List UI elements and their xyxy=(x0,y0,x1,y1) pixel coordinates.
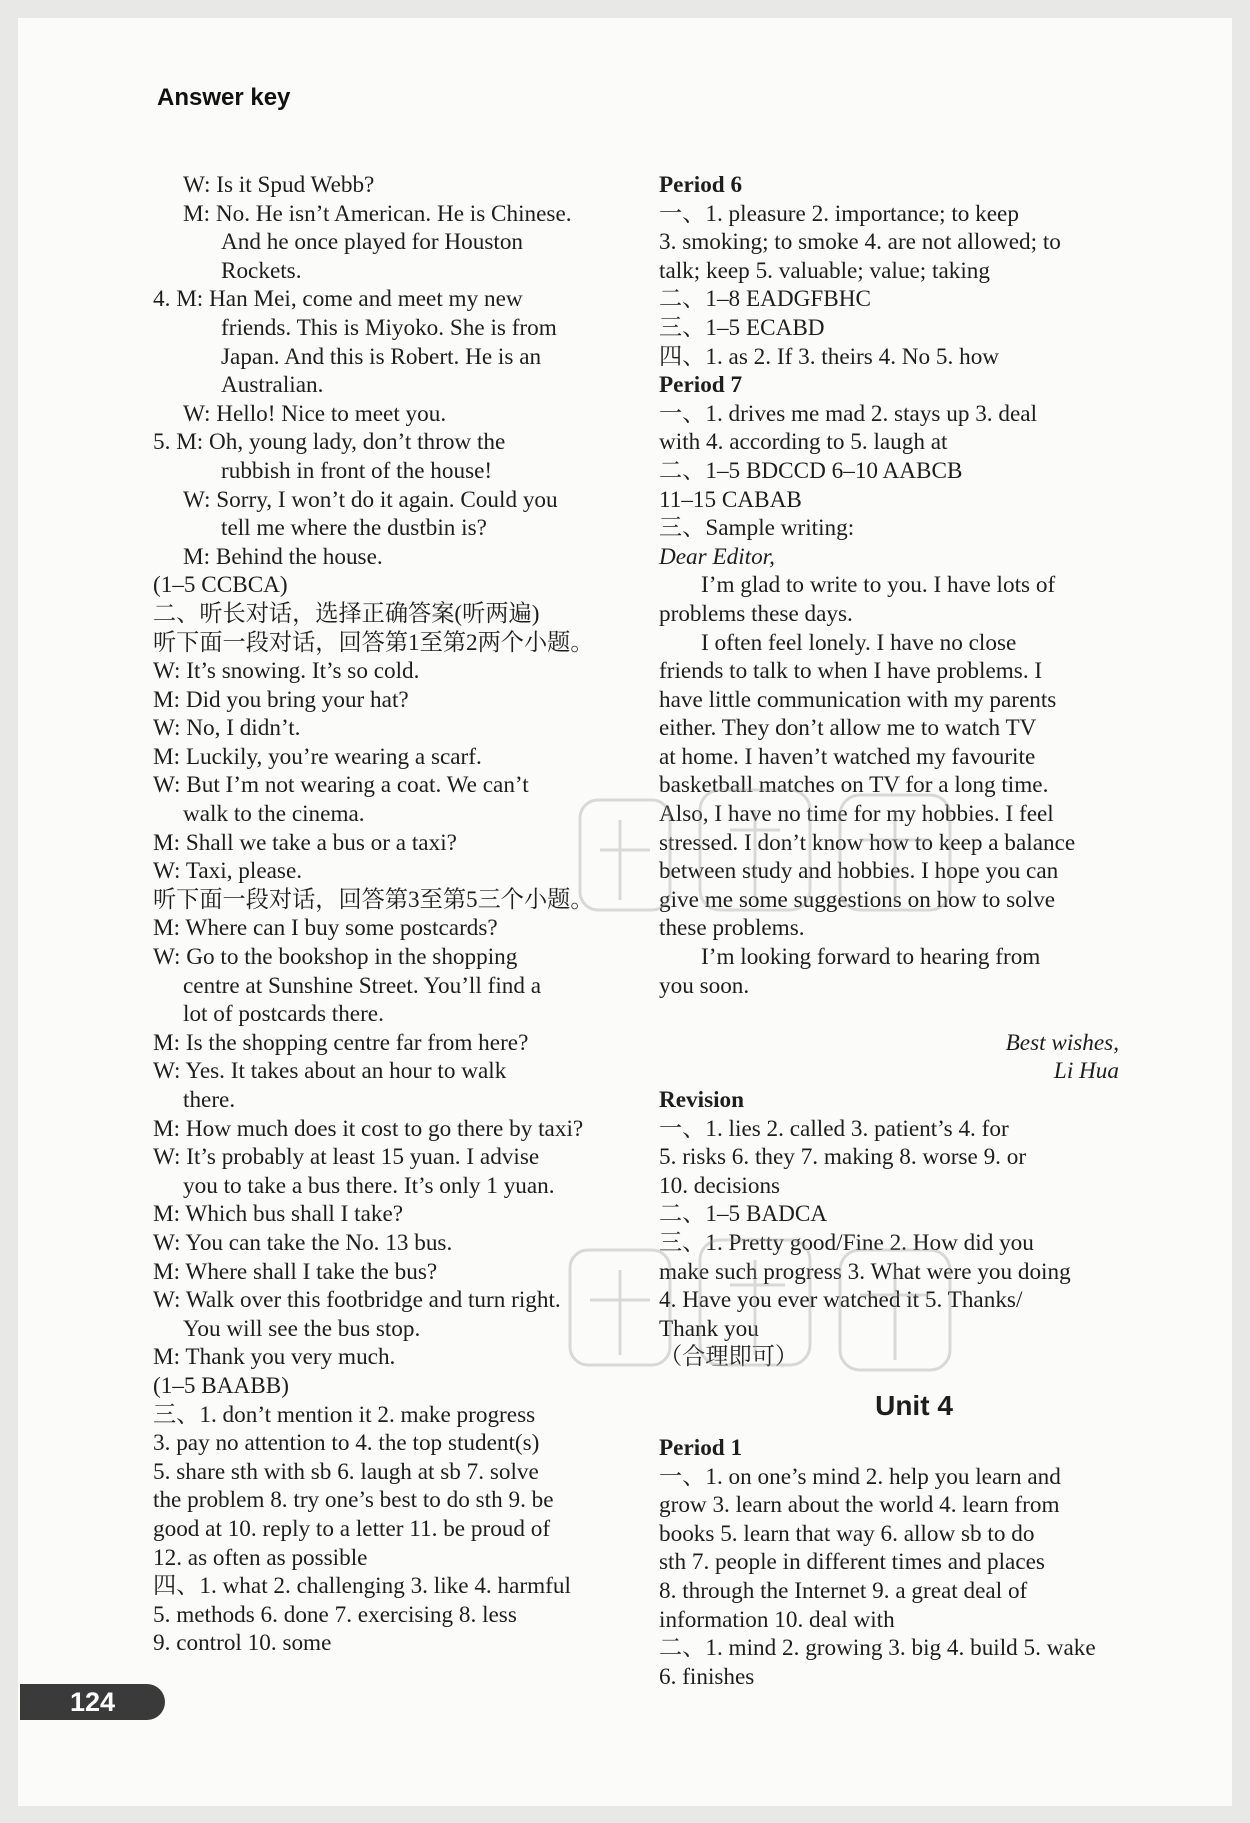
right-line: 4. Have you ever watched it 5. Thanks/ xyxy=(659,1287,1023,1314)
left-line: M: Where shall I take the bus? xyxy=(153,1258,438,1285)
right-line: talk; keep 5. valuable; value; taking xyxy=(659,257,990,284)
left-line: 5. share sth with sb 6. laugh at sb 7. solve xyxy=(153,1458,539,1485)
left-column xyxy=(153,171,633,1658)
letter-salutation: Dear Editor, xyxy=(659,543,775,570)
left-line: (1–5 BAABB) xyxy=(153,1372,289,1399)
left-line: 12. as often as possible xyxy=(153,1544,368,1571)
right-line: you soon. xyxy=(659,972,750,999)
left-line: 二、听长对话，选择正确答案(听两遍) xyxy=(153,600,540,627)
left-line: M: Shall we take a bus or a taxi? xyxy=(153,829,457,856)
left-line: M: Is the shopping centre far from here? xyxy=(153,1029,529,1056)
right-line: information 10. deal with xyxy=(659,1606,895,1633)
left-line: (1–5 CCBCA) xyxy=(153,572,288,599)
page-number: 124 xyxy=(20,1684,165,1720)
section-heading: Period 6 xyxy=(659,172,743,198)
right-line: books 5. learn that way 6. allow sb to do xyxy=(659,1520,1035,1547)
right-line: Thank you xyxy=(659,1315,759,1342)
left-line: 5. M: Oh, young lady, don’t throw the xyxy=(153,429,506,456)
right-line: I’m glad to write to you. I have lots of xyxy=(701,572,1056,599)
right-line: 3. smoking; to smoke 4. are not allowed; to xyxy=(659,229,1061,256)
left-line: M: Where can I buy some postcards? xyxy=(153,915,498,942)
right-line: stressed. I don’t know how to keep a balance xyxy=(659,829,1076,856)
left-line: Rockets. xyxy=(221,257,302,284)
right-line: either. They don’t allow me to watch TV xyxy=(659,715,1037,742)
right-line: grow 3. learn about the world 4. learn from xyxy=(659,1492,1060,1519)
left-line: W: No, I didn’t. xyxy=(153,715,301,742)
right-line: I often feel lonely. I have no close xyxy=(701,629,1017,656)
left-line: And he once played for Houston xyxy=(221,229,524,256)
section-heading: Revision xyxy=(659,1087,745,1113)
right-line: problems these days. xyxy=(659,600,853,627)
left-line: M: Did you bring your hat? xyxy=(153,686,409,713)
left-line: W: Sorry, I won’t do it again. Could you xyxy=(183,486,558,513)
right-line: 一、1. on one’s mind 2. help you learn and xyxy=(659,1463,1061,1490)
right-line: at home. I haven’t watched my favourite xyxy=(659,743,1036,770)
left-line: W: Hello! Nice to meet you. xyxy=(183,400,447,427)
left-line: rubbish in front of the house! xyxy=(221,457,493,484)
left-line: You will see the bus stop. xyxy=(183,1315,421,1342)
left-line: 四、1. what 2. challenging 3. like 4. harmful xyxy=(153,1573,571,1600)
right-column xyxy=(659,171,1129,1691)
left-line: W: Is it Spud Webb? xyxy=(183,172,375,198)
left-line: good at 10. reply to a letter 11. be proud of xyxy=(153,1515,551,1542)
left-line: W: Taxi, please. xyxy=(153,858,303,885)
right-line: 一、1. drives me mad 2. stays up 3. deal xyxy=(659,400,1038,427)
left-line: Japan. And this is Robert. He is an xyxy=(221,343,542,370)
right-line: give me some suggestions on how to solve xyxy=(659,886,1056,913)
section-heading: Period 7 xyxy=(659,372,743,399)
right-line: basketball matches on TV for a long time. xyxy=(659,772,1049,799)
right-line: 二、1–5 BDCCD 6–10 AABCB xyxy=(659,457,963,484)
left-line: W: It’s snowing. It’s so cold. xyxy=(153,658,420,685)
right-line: with 4. according to 5. laugh at xyxy=(659,429,948,456)
left-line: W: Walk over this footbridge and turn right. xyxy=(153,1287,561,1314)
left-line: 9. control 10. some xyxy=(153,1630,332,1657)
right-line: make such progress 3. What were you doing xyxy=(659,1258,1071,1285)
left-line: 听下面一段对话，回答第3至第5三个小题。 xyxy=(153,886,594,913)
left-line: the problem 8. try one’s best to do sth 9. be xyxy=(153,1487,554,1514)
left-line: centre at Sunshine Street. You’ll find a xyxy=(183,972,542,999)
left-line: 5. methods 6. done 7. exercising 8. less xyxy=(153,1601,517,1628)
left-line: W: You can take the No. 13 bus. xyxy=(153,1229,453,1256)
right-line: between study and hobbies. I hope you can xyxy=(659,858,1059,885)
left-line: 三、1. don’t mention it 2. make progress xyxy=(153,1401,536,1428)
left-line: W: It’s probably at least 15 yuan. I advise xyxy=(153,1144,540,1171)
right-line: 6. finishes xyxy=(659,1663,755,1690)
left-line: M: Behind the house. xyxy=(183,543,383,570)
left-line: you to take a bus there. It’s only 1 yuan. xyxy=(183,1172,555,1199)
blank-line xyxy=(659,1000,1129,1029)
left-line: Australian. xyxy=(221,372,324,399)
right-line: Also, I have no time for my hobbies. I feel xyxy=(659,801,1054,828)
left-line: there. xyxy=(183,1087,236,1113)
right-line: 8. through the Internet 9. a great deal of xyxy=(659,1577,1028,1604)
right-line: friends to talk to when I have problems. I xyxy=(659,658,1043,685)
right-line: 5. risks 6. they 7. making 8. worse 9. or xyxy=(659,1144,1027,1171)
right-line: （合理即可） xyxy=(659,1344,799,1371)
right-line: have little communication with my parents xyxy=(659,686,1057,713)
right-line: 三、Sample writing: xyxy=(659,515,855,542)
left-line: M: How much does it cost to go there by taxi? xyxy=(153,1115,584,1142)
right-line: sth 7. people in different times and places xyxy=(659,1549,1045,1576)
left-line: W: Go to the bookshop in the shopping xyxy=(153,944,518,971)
left-line: walk to the cinema. xyxy=(183,801,365,828)
left-line: M: Luckily, you’re wearing a scarf. xyxy=(153,743,482,770)
unit-title: Unit 4 xyxy=(875,1389,953,1421)
left-line: tell me where the dustbin is? xyxy=(221,515,487,542)
page-header: Answer key xyxy=(157,84,291,111)
right-line: 四、1. as 2. If 3. theirs 4. No 5. how xyxy=(659,343,1000,370)
right-line: 三、1. Pretty good/Fine 2. How did you xyxy=(659,1229,1034,1256)
right-line: 11–15 CABAB xyxy=(659,486,802,513)
left-line: W: Yes. It takes about an hour to walk xyxy=(153,1058,507,1085)
letter-signoff: Li Hua xyxy=(1053,1058,1119,1085)
right-line: 三、1–5 ECABD xyxy=(659,314,825,341)
right-line: 一、1. pleasure 2. importance; to keep xyxy=(659,200,1019,227)
left-line: 4. M: Han Mei, come and meet my new xyxy=(153,286,523,313)
letter-signoff: Best wishes, xyxy=(1005,1029,1119,1056)
left-line: lot of postcards there. xyxy=(183,1001,384,1028)
left-line: 3. pay no attention to 4. the top student(s) xyxy=(153,1430,540,1457)
left-line: 听下面一段对话，回答第1至第2两个小题。 xyxy=(153,629,594,656)
right-line: 10. decisions xyxy=(659,1172,781,1199)
left-line: W: But I’m not wearing a coat. We can’t xyxy=(153,772,529,799)
right-line: 二、1–5 BADCA xyxy=(659,1201,828,1228)
right-line: 二、1. mind 2. growing 3. big 4. build 5. wake xyxy=(659,1635,1096,1662)
right-line: I’m looking forward to hearing from xyxy=(701,944,1041,971)
section-heading: Period 1 xyxy=(659,1434,743,1461)
left-line: M: Which bus shall I take? xyxy=(153,1201,404,1228)
right-line: these problems. xyxy=(659,915,805,942)
right-line: 一、1. lies 2. called 3. patient’s 4. for xyxy=(659,1115,1009,1142)
left-line: M: Thank you very much. xyxy=(153,1344,396,1371)
left-line: friends. This is Miyoko. She is from xyxy=(221,314,557,341)
left-line: M: No. He isn’t American. He is Chinese. xyxy=(183,200,572,227)
right-line: 二、1–8 EADGFBHC xyxy=(659,286,871,313)
